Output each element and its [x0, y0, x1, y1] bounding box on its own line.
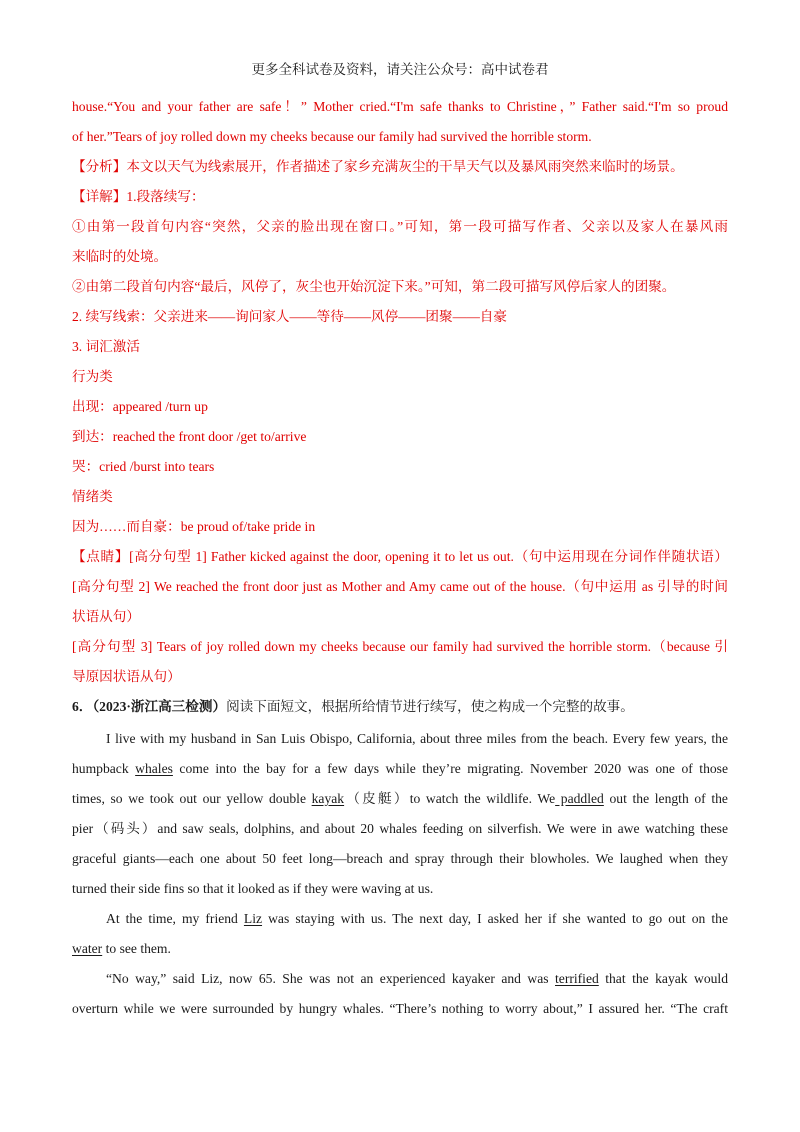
passage-p1-line-6: turned their side fins so that it looked as if they were waving at us. [72, 881, 434, 896]
answer-line-1: house.“You and your father are safe！” Mother cried.“I'm safe thanks to Christine，” Father said.“I'm so proud [72, 99, 728, 114]
underlined-word: Liz [243, 911, 263, 926]
vocab-proud: 因为……而自豪：be proud of/take pride in [72, 519, 316, 534]
passage-p1-line-4: pier（码头）and saw seals, dolphins, and about 20 whales feeding on silverfish. We were in awe watching these [72, 821, 728, 836]
detail-tag: 【详解】 [72, 189, 127, 204]
clue-line: 2. 续写线索：父亲进来——询问家人——等待——风停——团聚——自豪 [72, 309, 507, 324]
passage-p1-line-3: times, so we took out our yellow double kayak（皮艇）to watch the wildlife. We paddled out the length of the [72, 791, 728, 806]
vocab-appear: 出现：appeared /turn up [72, 399, 208, 414]
question-title [72, 692, 728, 722]
question-source: （2023·浙江高三检测） [92, 699, 227, 714]
passage-p3-line-2: overturn while we were surrounded by hungry whales. “There’s nothing to worry about,” I assured her. “The craft [72, 1001, 728, 1016]
highlight-tag: 【点睛】 [72, 549, 130, 564]
question-instruction: 阅读下面短文，根据所给情节进行续写，使之构成一个完整的故事。 [226, 699, 634, 714]
passage-p1-line-2: humpback whales come into the bay for a few days while they’re migrating. November 2020 was one of those [72, 761, 728, 776]
underlined-word: terrified [555, 971, 599, 986]
detail-point-1-cont: 来临时的处境。 [72, 249, 168, 264]
passage-p2-line-2: water to see them. [72, 941, 171, 956]
vocab-cry: 哭：cried /burst into tears [72, 459, 215, 474]
vocab-category-emotion: 情绪类 [72, 489, 113, 504]
detail-point-2: ②由第二段首句内容“最后，风停了，灰尘也开始沉淀下来。”可知，第二段可描写风停后家人的团聚。 [72, 279, 676, 294]
underlined-word: paddled [555, 791, 604, 806]
passage-p1-line-5: graceful giants—each one about 50 feet long—breach and spray through their blowholes. We laughed when they [72, 851, 728, 866]
passage-p2-line-1: At the time, my friend Liz was staying with us. The next day, I asked her if she wanted to go out on the [106, 911, 728, 926]
page-header: 更多全科试卷及资料，请关注公众号：高中试卷君 [251, 62, 549, 77]
underlined-word: kayak [311, 791, 345, 806]
highlight-line-1: 【点睛】[高分句型 1] Father kicked against the door, opening it to let us out.（句中运用现在分词作伴随状语） [72, 549, 729, 564]
highlight-line-3: [高分句型 3] Tears of joy rolled down my cheeks because our family had survived the horrible storm.（because 引 [72, 639, 728, 654]
analysis-line: 【分析】本文以天气为线索展开，作者描述了家乡充满灰尘的干旱天气以及暴风雨突然来临时的场景。 [72, 159, 684, 174]
underlined-word: whales [135, 761, 173, 776]
underlined-word: water [72, 941, 103, 956]
question-number: 6． [72, 699, 93, 714]
highlight-line-2: [高分句型 2] We reached the front door just as Mother and Amy came out of the house.（句中运用 as 引导的时间 [72, 579, 728, 594]
document-body [72, 92, 728, 1024]
detail-line: 【详解】1.段落续写： [72, 189, 205, 204]
vocab-arrive: 到达：reached the front door /get to/arrive [72, 429, 307, 444]
answer-line-2: of her.”Tears of joy rolled down my cheeks because our family had survived the horrible storm. [72, 129, 592, 144]
highlight-line-3-cont: 导原因状语从句） [72, 669, 181, 684]
passage-p1-line-1: I live with my husband in San Luis Obispo, California, about three miles from the beach. Every few years, the [106, 731, 728, 746]
detail-point-1: ①由第一段首句内容“突然，父亲的脸出现在窗口。”可知，第一段可描写作者、父亲以及家人在暴风雨 [72, 219, 728, 234]
highlight-line-2-cont: 状语从句） [72, 609, 140, 624]
analysis-tag: 【分析】 [72, 159, 127, 174]
vocab-category-action: 行为类 [72, 369, 113, 384]
passage-p3-line-1: “No way,” said Liz, now 65. She was not an experienced kayaker and was terrified that the kayak would [106, 971, 728, 986]
vocab-heading: 3. 词汇激活 [72, 339, 140, 354]
